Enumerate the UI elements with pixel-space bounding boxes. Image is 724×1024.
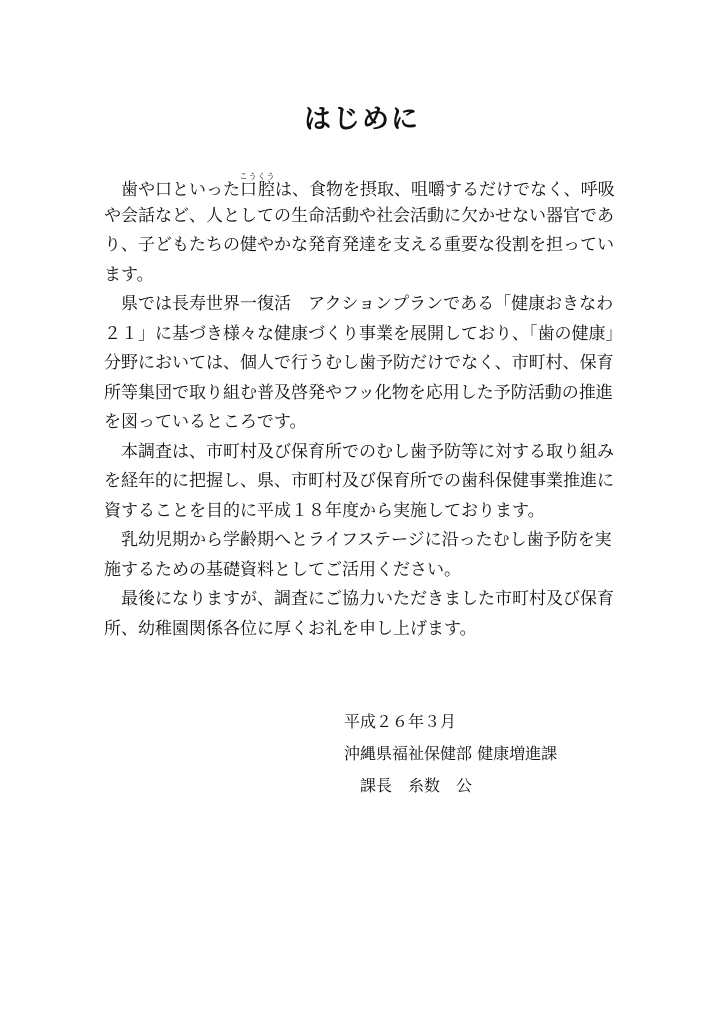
paragraph-1-text-end: は、食物を摂取、咀嚼するだけでなく、呼吸 [275,180,615,200]
paragraph-1-line-2: や会話など、人としての生命活動や社会活動に欠かせない器官であ [104,205,614,226]
paragraph-3-line-1 [104,438,624,468]
paragraph-2-line-3: 分野においては、個人で行うむし歯予防だけでなく、市町村、保育 [104,353,614,373]
paragraph-5-line-2: 所、幼稚園関係各位に厚くお礼を申し上げます。 [104,618,477,639]
ruby-reading: こうくう [239,172,276,181]
paragraph-3-line-3: 資することを目的に平成１８年度から実施しております。 [104,500,545,521]
signature-person-line [344,770,557,802]
page-title: はじめに [304,104,420,135]
paragraph-3-line-1-text: 本調査は、市町村及び保育所でのむし歯予防等に対する取り組み [121,441,614,462]
paragraph-1-line-1 [104,172,624,202]
paragraph-4-line-1-text: 乳幼児期から学齢期へとライフステージに沿ったむし歯予防を実 [121,530,612,550]
paragraph-2-line-4: 所等集団で取り組む普及啓発やフッ化物を応用した予防活動の推進 [104,382,613,403]
paragraph-4-line-1 [104,526,624,556]
ruby-base: 口腔 [239,180,276,200]
paragraph-3-line-2: を経年的に把握し、県、市町村及び保育所での歯科保健事業推進に [104,471,614,491]
paragraph-5-line-1 [104,585,624,615]
paragraph-2-line-1 [104,290,624,320]
paragraph-2-line-5: を図っているところです。 [104,412,307,432]
paragraph-5-line-1-text: 最後になりますが、調査にご協力いただきました市町村及び保育 [121,589,614,609]
paragraph-2-line-1-text: 県では長寿世界一復活 アクションプランである「健康おきなわ [121,294,614,314]
paragraph-1-line-3: り、子どもたちの健やかな発育発達を支える重要な役割を担ってい [104,235,614,255]
paragraph-2-line-2: ２１」に基づき様々な健康づくり事業を展開しており、「歯の健康」 [104,323,623,344]
paragraph-1-line-4: ます。 [104,264,154,285]
paragraph-1-text-start: 歯や口といった [121,180,240,200]
body-text [104,172,624,644]
ruby-term [239,172,276,200]
signature-department: 沖縄県福祉保健部 健康増進課 [344,744,558,763]
signature-date: 平成２６年３月 [344,712,457,731]
signature-person: 課長 糸数 公 [360,776,473,795]
paragraph-4-line-2: 施するための基礎資料としてご活用ください。 [104,559,461,580]
signature-block [344,706,557,802]
